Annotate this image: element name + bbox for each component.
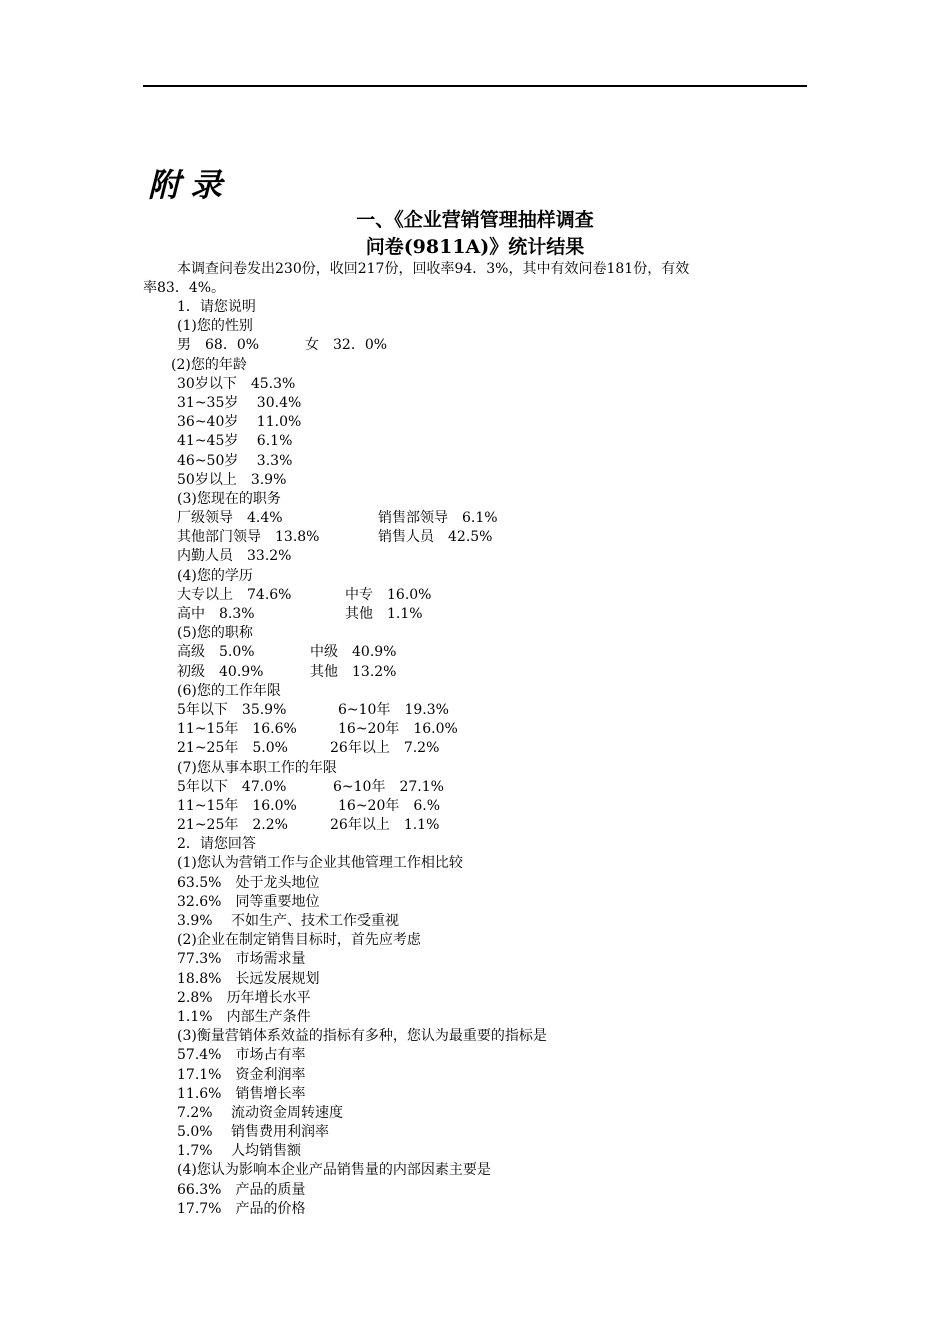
result-text: 11~15年 16.0% (177, 797, 297, 814)
result-text: 41~45岁 6.1% (177, 433, 293, 450)
document-title-line-1: 一、《企业营销管理抽样调查 (356, 209, 594, 231)
result-line (0, 835, 950, 854)
result-text: (3)您现在的职务 (177, 490, 281, 507)
result-line (0, 1046, 950, 1065)
result-line (0, 1085, 950, 1104)
result-text-col2: 6~10年 19.3% (338, 701, 449, 718)
result-text: 32.6% 同等重要地位 (177, 893, 320, 910)
document-title-line-2: 问卷(9811A)》统计结果 (365, 236, 585, 258)
result-text-col2: 中级 40.9% (310, 644, 397, 661)
result-line (0, 663, 950, 682)
result-text: 30岁以下 45.3% (177, 375, 296, 392)
result-text-col2: 26年以上 7.2% (330, 740, 440, 757)
result-line (0, 701, 950, 720)
result-text: 高级 5.0% (177, 644, 255, 661)
result-line (0, 682, 950, 701)
result-line (0, 624, 950, 643)
result-text: 高中 8.3% (177, 606, 255, 622)
result-line (0, 854, 950, 873)
result-line (0, 759, 950, 778)
result-line (0, 1200, 950, 1219)
result-text-col2: 16~20年 16.0% (338, 721, 458, 738)
result-text: 17.7% 产品的价格 (177, 1200, 306, 1217)
result-line (0, 356, 950, 375)
result-text: 63.5% 处于龙头地位 (177, 874, 320, 891)
result-text: 内勤人员 33.2% (177, 548, 292, 565)
result-line (0, 490, 950, 509)
result-text: 11.6% 销售增长率 (177, 1085, 306, 1102)
result-line (0, 1066, 950, 1085)
result-text: (1)您的性别 (177, 318, 253, 335)
result-line (0, 1008, 950, 1027)
result-line (0, 1161, 950, 1180)
result-text: 11~15年 16.6% (177, 721, 297, 738)
result-text-col2: 其他 1.1% (345, 606, 423, 622)
result-text: (5)您的职称 (177, 625, 253, 642)
result-line (0, 317, 950, 336)
result-text: 77.3% 市场需求量 (177, 951, 306, 968)
result-text: (4)您认为影响本企业产品销售量的内部因素主要是 (177, 1162, 491, 1179)
result-line (0, 586, 950, 605)
result-text-col2: 销售部领导 6.1% (378, 510, 498, 527)
result-text: (3)衡量营销体系效益的指标有多种，您认为最重要的指标是 (177, 1028, 547, 1045)
result-text: 初级 40.9% (177, 663, 264, 680)
result-line (0, 452, 950, 471)
result-line (0, 874, 950, 893)
result-text: (1)您认为营销工作与企业其他管理工作相比较 (177, 855, 463, 872)
header-rule (143, 85, 807, 87)
result-line (0, 528, 950, 547)
result-text: 5年以下 35.9% (177, 701, 287, 718)
result-line (0, 739, 950, 758)
result-text: (4)您的学历 (177, 567, 253, 584)
result-text: 31~35岁 30.4% (177, 394, 302, 411)
result-text: 46~50岁 3.3% (177, 452, 293, 469)
result-line (0, 1123, 950, 1142)
result-line (0, 471, 950, 490)
result-text: 1．请您说明 (177, 299, 256, 315)
result-text: (2)您的年龄 (171, 356, 247, 373)
result-text: 18.8% 长远发展规划 (177, 970, 320, 987)
result-text: 其他部门领导 13.8% (177, 529, 320, 546)
result-text: 7.2% 流动资金周转速度 (177, 1104, 344, 1121)
result-line (0, 567, 950, 586)
result-line (0, 432, 950, 451)
result-line (0, 336, 950, 355)
result-line (0, 298, 950, 317)
result-text: 66.3% 产品的质量 (177, 1181, 306, 1198)
result-line (0, 509, 950, 528)
result-text: 21~25年 2.2% (177, 817, 288, 834)
result-text-col2: 女 32．0% (305, 337, 388, 354)
result-text-col2: 销售人员 42.5% (378, 529, 493, 546)
result-line (0, 1142, 950, 1161)
intro-line-1: 本调查问卷发出230份，收回217份，回收率94．3%，其中有效问卷181份，有效 (177, 261, 690, 277)
result-text-col2: 中专 16.0% (345, 586, 432, 603)
result-text: 1.1% 内部生产条件 (177, 1008, 311, 1025)
result-text: 2．请您回答 (177, 836, 256, 853)
result-text: (7)您从事本职工作的年限 (177, 759, 337, 776)
result-text: (6)您的工作年限 (177, 682, 281, 699)
result-line (0, 605, 950, 624)
result-line (0, 394, 950, 413)
result-text: 57.4% 市场占有率 (177, 1047, 306, 1064)
result-line (0, 816, 950, 835)
result-text: 5年以下 47.0% (177, 778, 287, 795)
result-line (0, 893, 950, 912)
result-line (0, 912, 950, 931)
result-text-col2: 其他 13.2% (310, 663, 397, 680)
result-line (0, 931, 950, 950)
result-line (0, 970, 950, 989)
result-line (0, 950, 950, 969)
result-text: 36~40岁 11.0% (177, 414, 302, 431)
result-text: 17.1% 资金利润率 (177, 1066, 306, 1083)
result-line (0, 1027, 950, 1046)
result-line (0, 989, 950, 1008)
result-text: 5.0% 销售费用利润率 (177, 1124, 330, 1141)
result-line (0, 797, 950, 816)
appendix-heading: 附录 (148, 166, 233, 204)
result-text: 3.9% 不如生产、技术工作受重视 (177, 913, 400, 929)
result-line (0, 375, 950, 394)
result-text: 大专以上 74.6% (177, 586, 292, 603)
result-text-col2: 26年以上 1.1% (330, 817, 440, 834)
result-text: 21~25年 5.0% (177, 740, 288, 757)
result-line (0, 413, 950, 432)
result-line (0, 778, 950, 797)
result-line (0, 720, 950, 739)
result-text: 2.8% 历年增长水平 (177, 989, 311, 1006)
survey-results (0, 298, 950, 1219)
result-text: (2)企业在制定销售目标时，首先应考虑 (177, 932, 421, 949)
intro-paragraph (143, 260, 807, 298)
result-text: 50岁以上 3.9% (177, 471, 287, 488)
intro-line-2: 率83．4%。 (143, 280, 226, 297)
result-line (0, 547, 950, 566)
result-text-col2: 6~10年 27.1% (333, 778, 444, 795)
result-text: 1.7% 人均销售额 (177, 1143, 302, 1160)
result-line (0, 643, 950, 662)
result-text: 厂级领导 4.4% (177, 510, 283, 527)
result-text: 男 68．0% (177, 337, 260, 354)
result-line (0, 1104, 950, 1123)
result-text-col2: 16~20年 6.% (338, 797, 441, 814)
result-line (0, 1181, 950, 1200)
